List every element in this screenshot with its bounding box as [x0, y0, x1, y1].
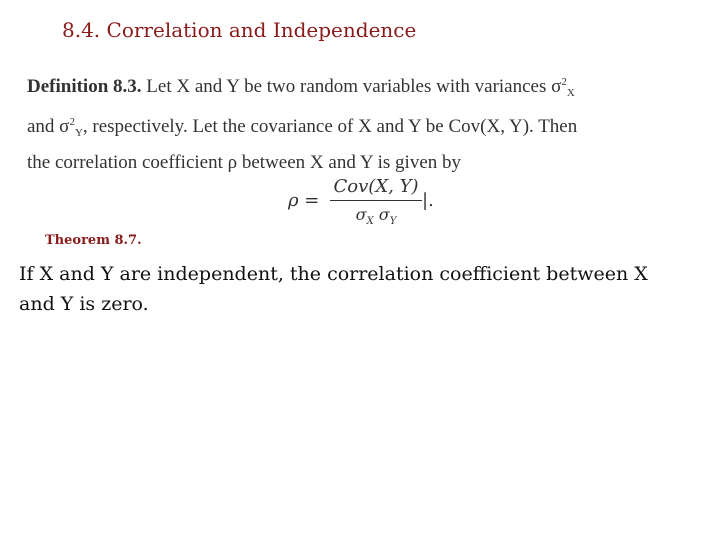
formula-tail: |.: [422, 190, 434, 211]
definition-text-2b: , respectively. Let the covariance of X and Y be Cov(X, Y). Then: [82, 116, 578, 137]
variance-x-sup: 2: [561, 76, 567, 88]
theorem-body: If X and Y are independent, the correlation coefficient between X and Y is zero.: [19, 263, 648, 315]
definition-text-2a: and σ: [27, 116, 70, 137]
definition-line-2: [27, 108, 702, 148]
variance-y-sup: 2: [69, 116, 75, 128]
formula-lhs: ρ =: [288, 190, 320, 211]
definition-line-1: [27, 68, 702, 108]
denominator-sigma-y: σ: [378, 205, 390, 224]
formula-fraction: [330, 176, 422, 227]
definition-line-3: the correlation coefficient ρ between X and Y is given by: [27, 152, 462, 173]
definition-block: [27, 68, 702, 177]
variance-y-sub: Y: [74, 127, 83, 139]
definition-heading: Definition 8.3.: [27, 76, 142, 97]
formula-denominator: [330, 205, 422, 227]
denominator-sigma-x: σ: [355, 205, 367, 224]
denominator-sigma-y-sub: Y: [389, 216, 397, 227]
theorem-label: Theorem 8.7.: [45, 233, 142, 248]
variance-x-sub: X: [566, 87, 575, 99]
page-title: 8.4. Correlation and Independence: [62, 18, 417, 42]
fraction-bar: [330, 200, 422, 201]
definition-text-1: Let X and Y be two random variables with variances σ: [146, 76, 562, 97]
denominator-sigma-x-sub: X: [366, 216, 374, 227]
formula-numerator: Cov(X, Y): [333, 176, 419, 197]
